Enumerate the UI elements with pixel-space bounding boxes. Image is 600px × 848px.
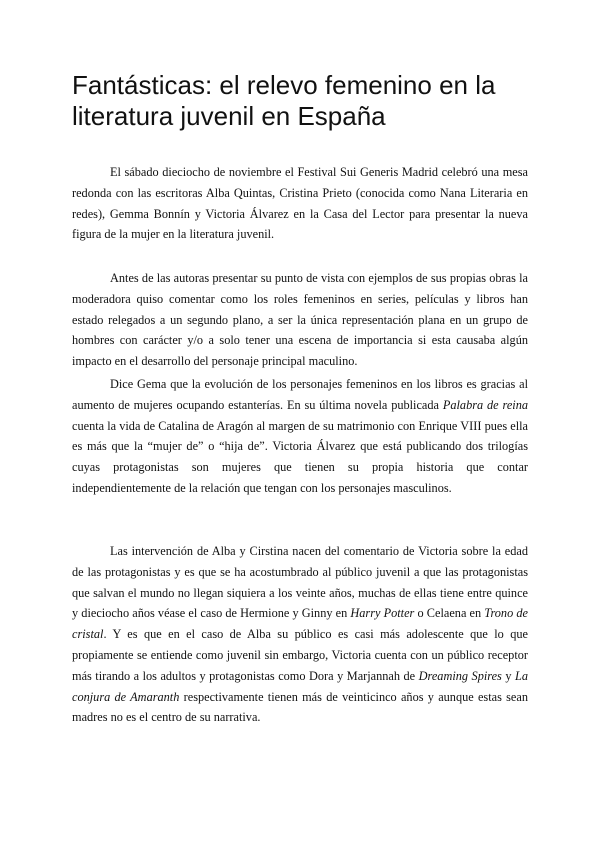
paragraph-3-text-a: Dice Gema que la evolución de los personajes femeninos en los libros es gracias al aumento de mujeres ocupando estanterías. En su última novela publicada: [72, 377, 528, 412]
paragraph-4-text-g: y: [501, 668, 515, 683]
book-title-dreaming-spires: Dreaming Spires: [418, 668, 502, 683]
article-title: Fantásticas: el relevo femenino en la literatura juvenil en España: [72, 70, 496, 131]
paragraph-4-text-e: . Y es que en el caso de Alba su público es casi más adolescente que lo que propiamente se entiende como juvenil sin embargo, Victoria cuenta con un público receptor más tirando a los adultos y protagonistas como Dora y Marjannah de: [72, 627, 528, 683]
book-title-palabra-de-reina: Palabra de reina: [442, 397, 528, 412]
paragraph-4-text-i: respectivamente tienen más de veinticinco años y aunque estas sean madres no es el centro de su narrativa.: [72, 689, 528, 725]
paragraph-4-text-a: Las intervención de Alba y Cirstina nacen del comentario de Victoria sobre la edad de las protagonistas y es que se ha acostumbrado al público juvenil a que las protagonistas que salvan el mundo no llegan siquiera a los veinte años, muchas de ellas tiene entre quince y dieciocho años véase el caso de Hermione y Ginny en: [72, 544, 528, 621]
paragraph-1: El sábado dieciocho de noviembre el Festival Sui Generis Madrid celebró una mesa redonda con las escritoras Alba Quintas, Cristina Prieto (conocida como Nana Literaria en redes), Gemma Bonnín y Victoria Álvarez en la Casa del Lector para presentar la nueva figura de la mujer en la literatura juvenil.: [72, 165, 528, 242]
book-title-harry-potter: Harry Potter: [350, 606, 415, 621]
paragraph-4: [72, 541, 528, 728]
paragraph-4-text-c: o Celaena en: [414, 606, 485, 621]
paragraph-2: Antes de las autoras presentar su punto de vista con ejemplos de sus propias obras la moderadora quiso comentar como los roles femeninos en series, películas y libros han estado relegados a un segundo plano, a ser la única representación plana en un grupo de hombres con carácter y/o a solo tener una escena de importancia si esta causaba algún impacto en el desarrollo del personaje principal maculino.: [72, 271, 528, 369]
paragraph-3: [72, 374, 528, 499]
paragraph-3-text-c: cuenta la vida de Catalina de Aragón al margen de su matrimonio con Enrique VIII pues ella es más que la “mujer de” o “hija de”. Victoria Álvarez que está publicando dos trilogías cuyas protagonistas son mujeres que tienen su propia historia que contar independientemente de la relación que tengan con los personajes masculinos.: [72, 418, 528, 495]
book-title-trono-de-cristal: Trono de cristal: [72, 606, 528, 642]
book-title-la-conjura-de-amaranth: La conjura de Amaranth: [72, 668, 528, 704]
